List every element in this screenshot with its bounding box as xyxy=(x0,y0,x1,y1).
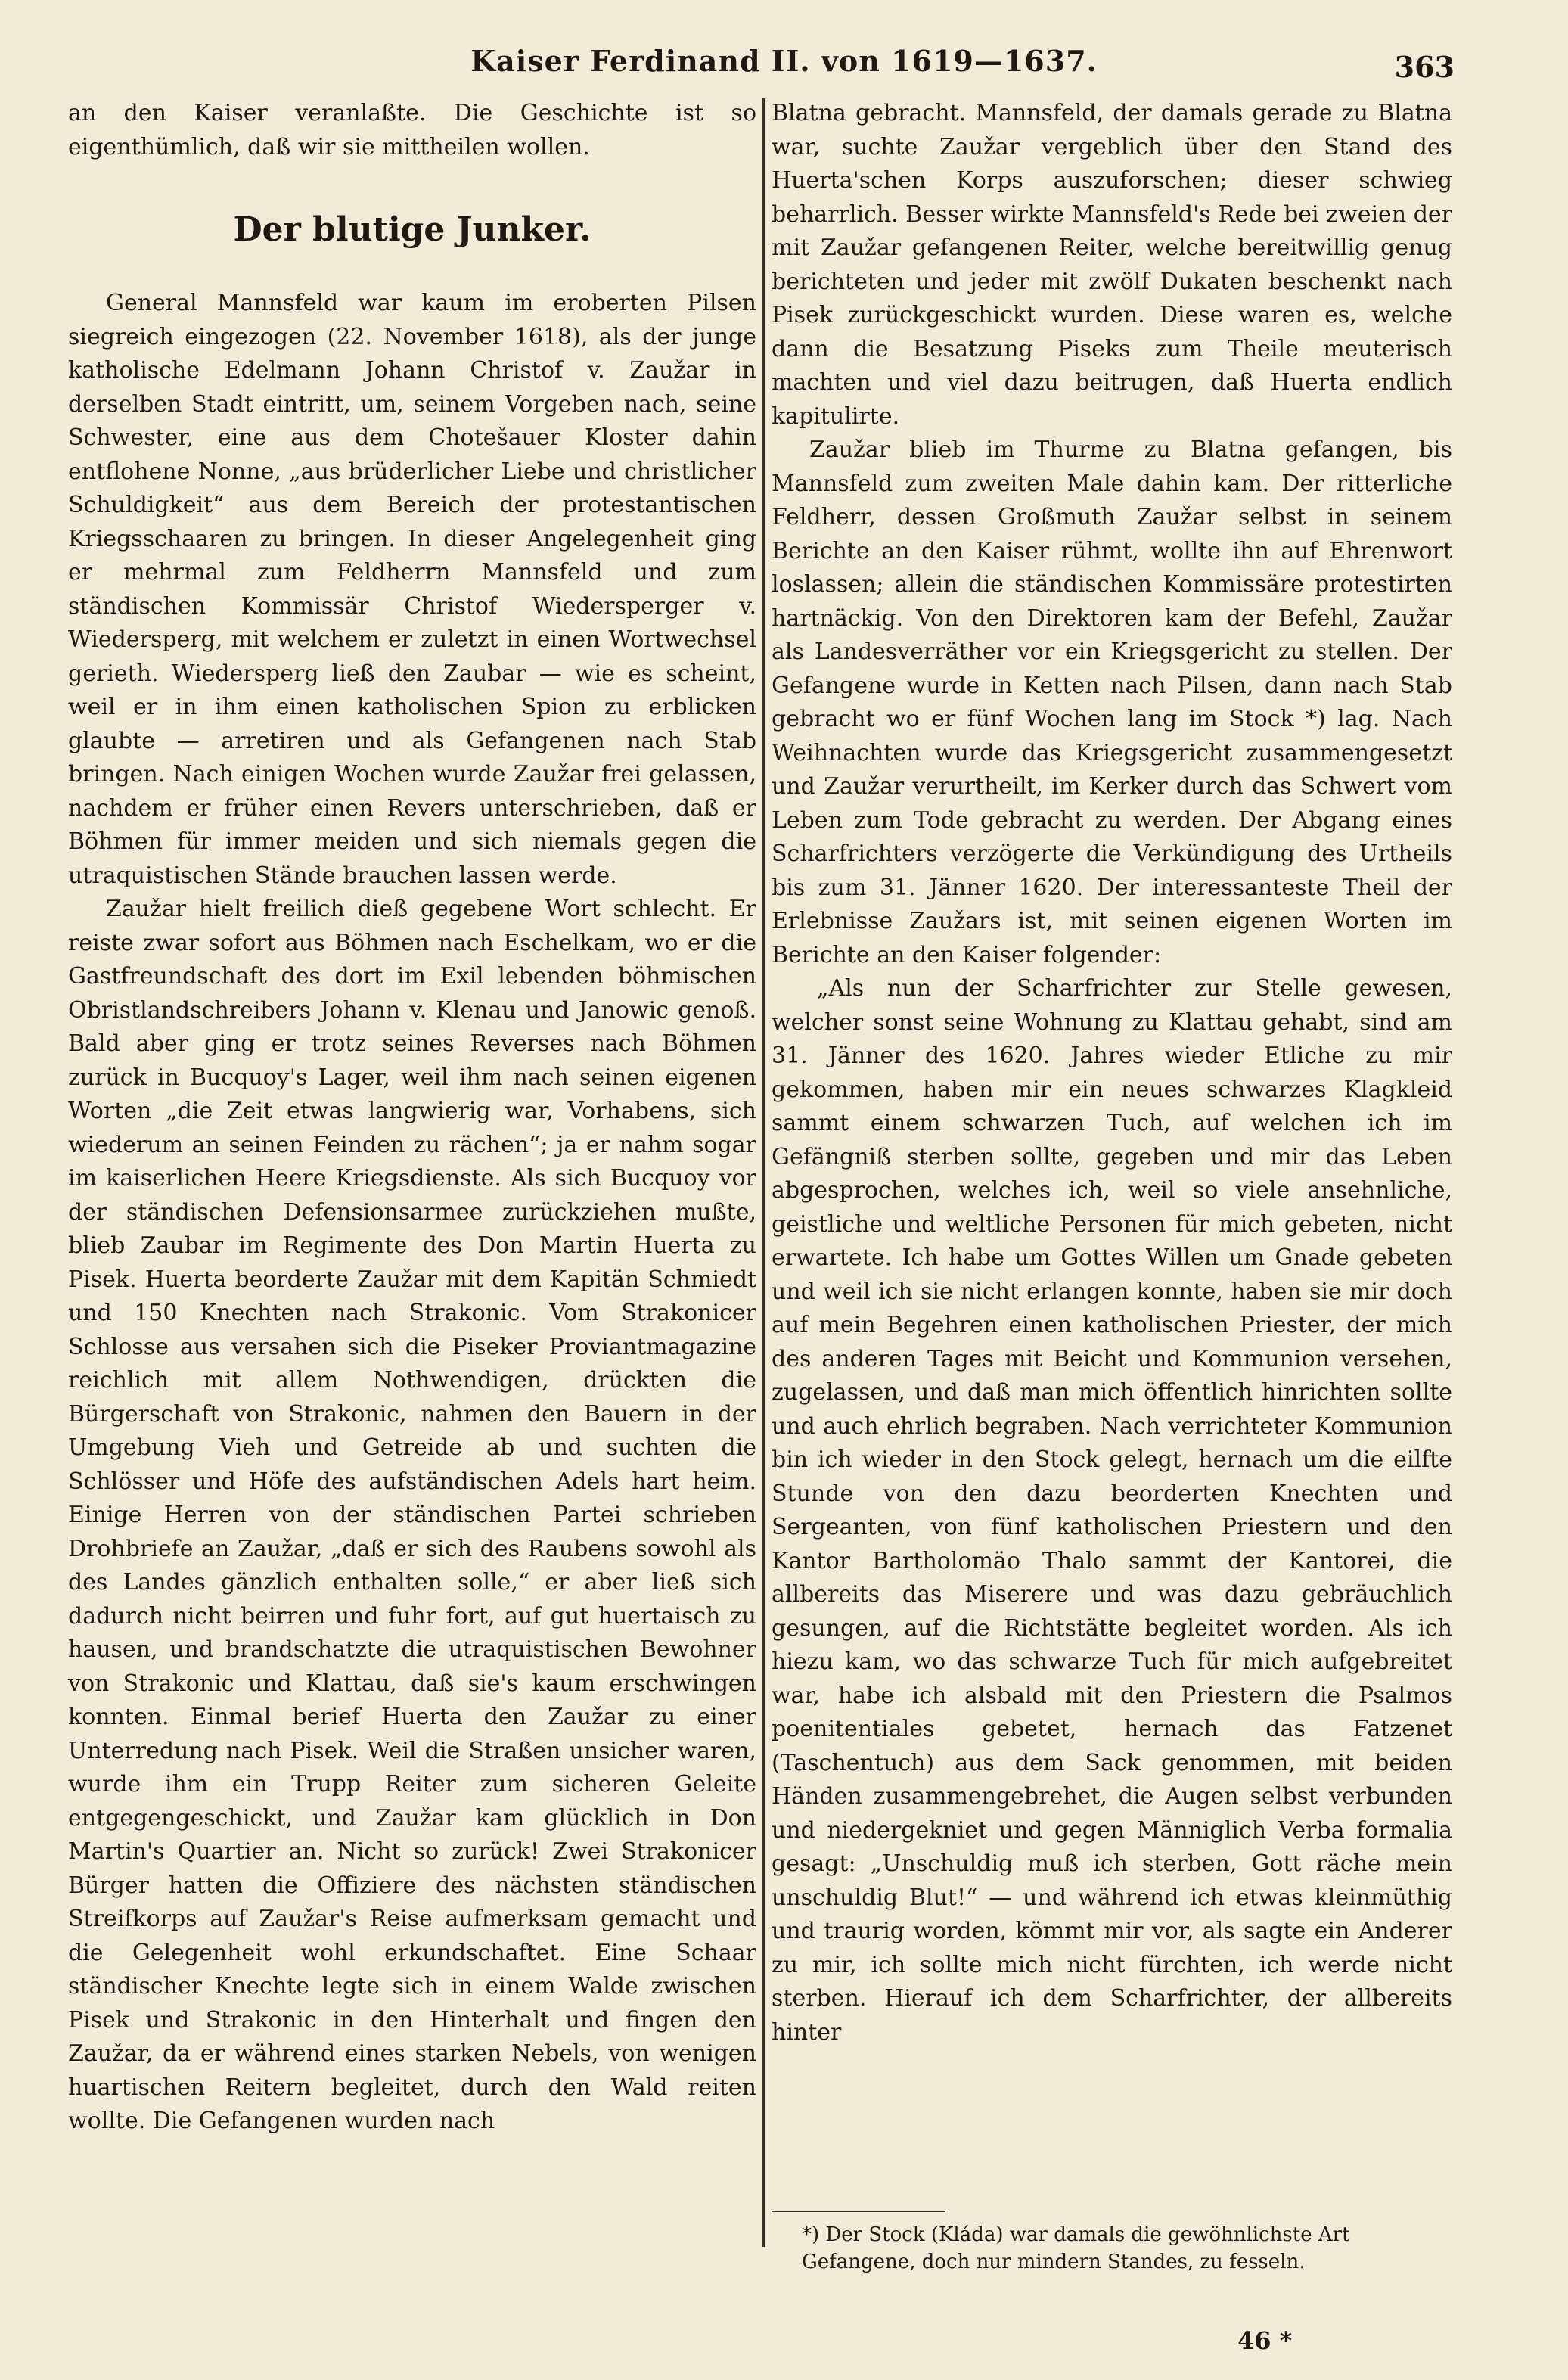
testimony-quote: „Als nun der Scharfrichter zur Stelle gewesen, welcher sonst seine Wohnung zu Klattau gehabt, sind am 31. Jänner des 1620. Jahres wieder Etliche zu mir gekommen, haben mir ein neues schwarzes Klagkleid sammt einem schwarzen Tuch, auf welchen ich im Gefängniß sterben sollte, gegeben und mir das Leben abgesprochen, welches ich, weil so viele ansehnliche, geistliche und weltliche Personen für mich gebeten, nicht erwartete. Ich habe um Gottes Willen um Gnade gebeten und weil ich sie nicht erlangen konnte, haben sie mir doch auf mein Begehren einen katholischen Priester, der mich des anderen Tages mit Beicht und Kommunion versehen, zugelassen, und daß man mich öffentlich hinrichten sollte und auch ehrlich begraben. Nach verrichteter Kommunion bin ich wieder in den Stock gelegt, hernach um die eilfte Stunde von den dazu beorderten Knechten und Sergeanten, von fünf katholischen Priestern und den Kantor Bartholomäo Thalo sammt der Kantorei, die allbereits das Miserere und was dazu gebräuchlich gesungen, auf die Richtstätte begleitet worden. Als ich hiezu kam, wo das schwarze Tuch für mich aufgebreitet war, habe ich alsbald mit den Priestern die Psalmos poenitentiales gebetet, hernach das Fatzenet (Taschentuch) aus dem Sack genommen, mit beiden Händen zusammengebrehet, die Augen selbst verbunden und niedergekniet und gegen Männiglich Verba formalia gesagt: „Unschuldig muß ich sterben, Gott räche mein unschuldig Blut!“ — und während ich etwas kleinmüthig und traurig worden, kömmt mir vor, als sagte ein Anderer zu mir, ich sollte mich nicht fürchten, ich werde nicht sterben. Hierauf ich dem Scharfrichter, der allbereits hinter xyxy=(772,975,1452,2046)
left-column xyxy=(68,97,756,2139)
footnote-rule xyxy=(772,2211,945,2212)
footnote: *) Der Stock (Kláda) war damals die gewöhnlichste Art Gefangene, doch nur mindern Standes, zu fesseln. xyxy=(802,2223,1350,2273)
running-title: Kaiser Ferdinand II. von 1619—1637. xyxy=(470,44,1098,78)
page-number: 363 xyxy=(1394,50,1455,84)
left-paragraph-1: General Mannsfeld war kaum im eroberten Pilsen siegreich eingezogen (22. November 1618), als der junge katholische Edelmann Johann Christof v. Zaužar in derselben Stadt eintritt, um, seinem Vorgeben nach, seine Schwester, eine aus dem Chotešauer Kloster dahin entflohene Nonne, „aus brüderlicher Liebe und christlicher Schuldigkeit“ aus dem Bereich der protestantischen Kriegsschaaren zu bringen. In dieser Angelegenheit ging er mehrmal zum Feldherrn Mannsfeld und zum ständischen Kommissär Christof Wiedersperger v. Wiedersperg, mit welchem er zuletzt in einen Wortwechsel gerieth. Wiedersperg ließ den Zaubar — wie es scheint, weil er in ihm einen katholischen Spion zu erblicken glaubte — arretiren und als Gefangenen nach Stab bringen. Nach einigen Wochen wurde Zaužar frei gelassen, nachdem er früher einen Revers unterschrieben, daß er Böhmen für immer meiden und sich niemals gegen die utraquistischen Stände brauchen lassen werde. xyxy=(68,290,756,889)
section-title: Der blutige Junker. xyxy=(233,210,591,249)
column-divider xyxy=(762,98,765,2247)
right-paragraph-2: Zaužar blieb im Thurme zu Blatna gefangen, bis Mannsfeld zum zweiten Male dahin kam. Der ritterliche Feldherr, dessen Großmuth Zaužar selbst in seinem Berichte an den Kaiser rühmt, wollte ihn auf Ehrenwort loslassen; allein die ständischen Kommissäre protestirten hartnäckig. Von den Direktoren kam der Befehl, Zaužar als Landesverräther vor ein Kriegsgericht zu stellen. Der Gefangene wurde in Ketten nach Pilsen, dann nach Stab gebracht wo er fünf Wochen lang im Stock *) lag. Nach Weihnachten wurde das Kriegsgericht zusammengesetzt und Zaužar verurtheilt, im Kerker durch das Schwert vom Leben zum Tode gebracht zu werden. Der Abgang eines Scharfrichters verzögerte die Verkündigung des Urtheils bis zum 31. Jänner 1620. Der interessanteste Theil der Erlebnisse Zaužars ist, mit seinen eigenen Worten im Berichte an den Kaiser folgender: xyxy=(772,437,1452,968)
right-paragraph-1: Blatna gebracht. Mannsfeld, der damals gerade zu Blatna war, suchte Zaužar vergeblich über den Stand des Huerta'schen Korps auszuforschen; dieser schwieg beharrlich. Besser wirkte Mannsfeld's Rede bei zweien der mit Zaužar gefangenen Reiter, welche bereitwillig genug berichteten und jeder mit zwölf Dukaten beschenkt nach Pisek zurückgeschickt wurden. Diese waren es, welche dann die Besatzung Piseks zum Theile meuterisch machten und viel dazu beitrugen, daß Huerta endlich kapitulirte. xyxy=(772,100,1452,430)
intro-paragraph: an den Kaiser veranlaßte. Die Geschichte ist so eigenthümlich, daß wir sie mittheilen wollen. xyxy=(68,100,756,160)
right-column xyxy=(772,97,1452,2049)
signature-mark: 46 * xyxy=(1237,2326,1293,2355)
left-paragraph-2: Zaužar hielt freilich dieß gegebene Wort schlecht. Er reiste zwar sofort aus Böhmen nach Eschelkam, wo er die Gastfreundschaft des dort im Exil lebenden böhmischen Obristlandschreibers Johann v. Klenau und Janowic genoß. Bald aber ging er trotz seines Reverses nach Böhmen zurück in Bucquoy's Lager, weil ihm nach seinen eigenen Worten „die Zeit etwas langwierig war, Vorhabens, sich wiederum an seinen Feinden zu rächen“; ja er nahm sogar im kaiserlichen Heere Kriegsdienste. Als sich Bucquoy vor der ständischen Defensionsarmee zurückziehen mußte, blieb Zaubar im Regimente des Don Martin Huerta zu Pisek. Huerta beorderte Zaužar mit dem Kapitän Schmiedt und 150 Knechten nach Strakonic. Vom Strakonicer Schlosse aus versahen sich die Piseker Proviantmagazine reichlich mit allem Nothwendigen, drückten die Bürgerschaft von Strakonic, nahmen den Bauern in der Umgebung Vieh und Getreide ab und suchten die Schlösser und Höfe des aufständischen Adels hart heim. Einige Herren von der ständischen Partei schrieben Drohbriefe an Zaužar, „daß er sich des Raubens sowohl als des Landes gänzlich enthalten solle,“ er aber ließ sich dadurch nicht beirren und fuhr fort, auf gut huertaisch zu hausen, und brandschatzte die utraquistischen Bewohner von Strakonic und Klattau, daß sie's kaum erschwingen konnten. Einmal berief Huerta den Zaužar zu einer Unterredung nach Pisek. Weil die Straßen unsicher waren, wurde ihm ein Trupp Reiter zum sicheren Geleite entgegengeschickt, und Zaužar kam glücklich in Don Martin's Quartier an. Nicht so zurück! Zwei Strakonicer Bürger hatten die Offiziere des nächsten ständischen Streifkorps auf Zaužar's Reise aufmerksam gemacht und die Gelegenheit wohl erkundschaftet. Eine Schaar ständischer Knechte legte sich in einem Walde zwischen Pisek und Strakonic in den Hinterhalt und fingen den Zaužar, da er während eines starken Nebels, von wenigen huartischen Reitern begleitet, durch den Wald reiten wollte. Die Gefangenen wurden nach xyxy=(68,896,756,2134)
